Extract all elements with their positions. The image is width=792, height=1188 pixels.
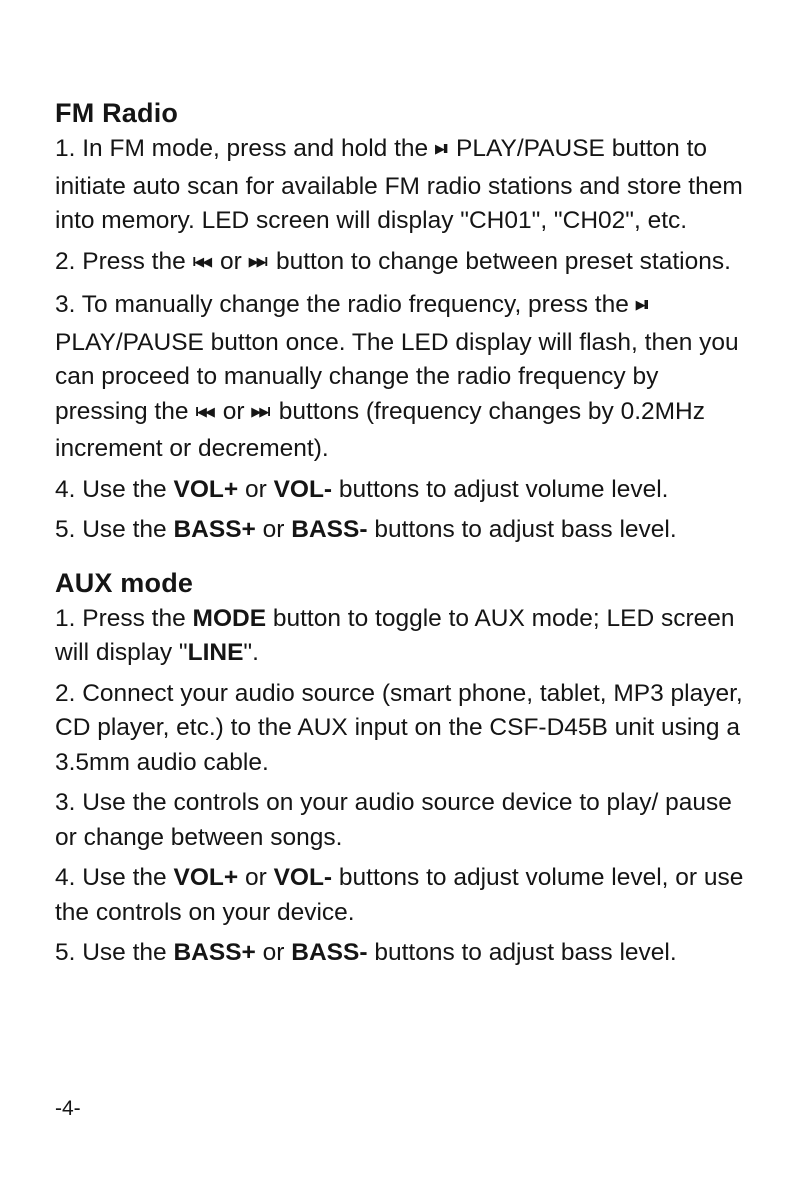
aux-mode-heading: AUX mode [55,567,194,598]
page-number: -4- [55,1097,81,1120]
aux-step-5 [55,936,755,971]
mode-label: MODE [192,604,267,632]
bass-minus-label: BASS- [291,939,368,966]
fm-step-5-or: or [255,516,292,543]
aux-step-4-text-2: buttons to adjust volume level, or use the controls on your device. [55,864,744,926]
fm-step-3-text: 3. To manually change the radio frequency, press the [55,291,636,318]
vol-plus-label: VOL+ [173,864,239,891]
fm-step-5-text-2: buttons to adjust bass level. [367,516,677,543]
line-label: LINE [187,639,244,666]
vol-minus-label: VOL- [273,475,333,503]
aux-step-4 [55,861,755,930]
aux-step-1-text-2: button to toggle to AUX mode; LED screen will display " [55,604,735,666]
aux-step-5-or: or [255,939,292,966]
aux-step-1-text: 1. Press the [55,604,193,632]
vol-plus-label: VOL+ [173,475,239,503]
fm-step-5-text: 5. Use the [55,516,174,543]
aux-step-3: 3. Use the controls on your audio source device to play/ pause or change between songs. [55,789,732,851]
fm-step-4-text-2: buttons to adjust volume level. [332,475,669,503]
fm-step-2-text-2: button to change between preset stations. [269,247,731,275]
fm-step-5 [55,513,755,548]
manual-page [55,96,755,977]
aux-step-1-text-3: ". [243,639,259,666]
fm-radio-heading: FM Radio [55,98,179,128]
fm-step-3 [55,288,755,467]
fm-step-3-text-3: buttons (frequency changes by 0.2MHz increment or decrement). [55,397,705,462]
fm-step-1 [55,132,755,239]
fm-step-2 [55,245,755,283]
aux-step-1 [55,602,755,671]
skip-forward-icon: ▶▶I [251,403,269,419]
fm-step-1-text: 1. In FM mode, press and hold the [55,135,435,162]
aux-step-2: 2. Connect your audio source (smart phone, tablet, MP3 player, CD player, etc.) to the AUX input on the CSF-D45B unit using a 3.5mm audio cable. [55,679,743,776]
fm-step-3-or: or [215,397,252,425]
aux-mode-section [55,566,755,971]
fm-step-2-text: 2. Press the [55,247,193,275]
fm-step-4-or: or [238,475,274,503]
fm-step-1-text-2: PLAY/PAUSE button to initiate auto scan for available FM radio stations and store them into memory. LED screen will display "CH01", "CH02", etc. [55,135,743,234]
bass-plus-label: BASS+ [173,516,256,543]
aux-step-5-text-2: buttons to adjust bass level. [367,939,677,966]
play-pause-icon: ▶II [434,141,447,156]
play-pause-icon: ▶II [635,297,647,312]
aux-step-4-text: 4. Use the [55,864,174,891]
fm-radio-section [55,96,755,548]
skip-back-icon: I◀◀ [192,253,211,269]
skip-forward-icon: ▶▶I [248,253,267,269]
bass-plus-label: BASS+ [173,939,256,966]
skip-back-icon: I◀◀ [195,403,213,419]
bass-minus-label: BASS- [291,516,368,543]
fm-step-4-text: 4. Use the [55,475,174,503]
fm-step-2-or: or [213,247,249,275]
vol-minus-label: VOL- [273,864,333,891]
aux-step-5-text: 5. Use the [55,939,174,966]
fm-step-3-text-2: PLAY/PAUSE button once. The LED display will flash, then you can proceed to manually change the radio frequency by pressing the [55,328,739,425]
fm-step-4 [55,473,755,508]
aux-step-4-or: or [238,864,274,891]
